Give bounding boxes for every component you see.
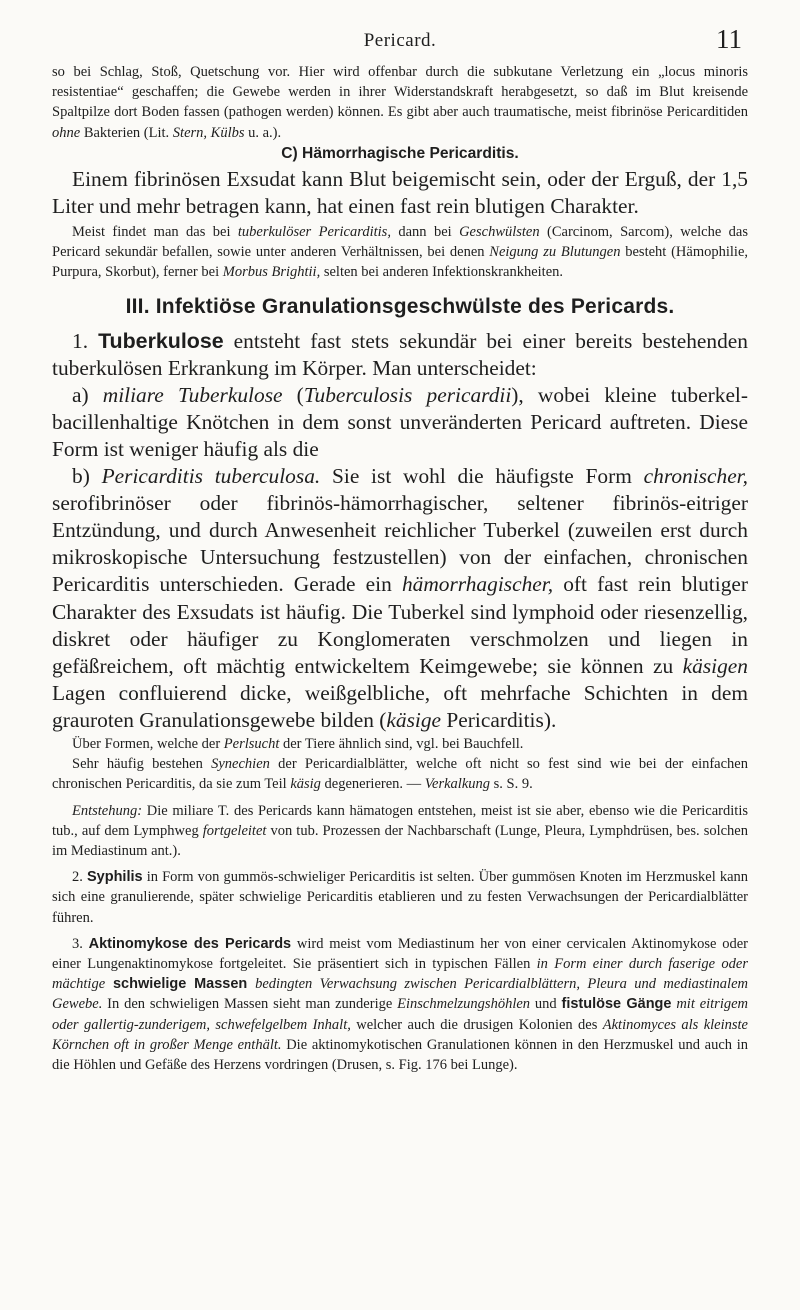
text-span: entsteht fast stets sekundär bei einer bereits bestehenden tuberkulösen Erkrankung im Körper. Man unterscheidet: <box>52 328 749 380</box>
emphasis: Entstehung: <box>72 802 143 819</box>
text-span: Meist findet man das bei <box>72 224 238 240</box>
paragraph-perlsucht <box>52 734 748 754</box>
paragraph-trauma <box>52 62 748 143</box>
text-span: Sehr häufig bestehen <box>72 756 212 773</box>
text-span: u. a.). <box>244 124 282 141</box>
text-span: 2. <box>72 869 87 886</box>
emphasis: fortgeleitet <box>202 822 267 839</box>
text-span: welcher auch die drusigen Kolonien des <box>350 1016 603 1033</box>
emphasis: Aktinomyces als kleinste Körnchen oft in großer Menge enthält. <box>52 1016 748 1053</box>
emphasis: miliare Tuberkulose <box>102 382 283 407</box>
text-span: ( <box>282 382 304 407</box>
text-span: Lagen confluierend dicke, weißgelbliche, oft mehrfache Schichten in dem grauroten Granulationsgewebe bilden ( <box>52 680 748 732</box>
emphasis: Stern, Külbs <box>172 124 245 141</box>
paragraph-tuberkulose <box>52 328 748 382</box>
text-span: Bakterien (Lit. <box>80 124 173 141</box>
text-span: wird meist vom Mediastinum her von einer cervicalen Aktinomykose oder einer Lungenaktinomykose fortgeleitet. Sie präsentiert sich in typischen Fällen <box>52 935 749 973</box>
emphasis: mit eitrigem oder gallertig-zunderigem, schwefelgelbem Inhalt, <box>52 996 749 1033</box>
text-span: von tub. Prozessen der Nachbarschaft (Lunge, Pleura, Lymphdrüsen, bes. solchen im Mediastinum ant.). <box>52 822 748 860</box>
text-span: Pericarditis). <box>441 707 557 732</box>
emphasis: Pericarditis tuberculosa. <box>101 464 321 489</box>
emphasis: hämorrhagischer, <box>401 572 554 597</box>
page-number: 11 <box>716 24 742 54</box>
emphasis: Morbus Brightii, <box>222 264 321 281</box>
text-span: oft fast rein blutiger Charakter des Exsudats ist häufig. Die Tuberkel sind lymphoid oder riesenzellig, diskret oder häufiger zu Konglomeraten verschmolzen und liegen in gefäßreichem, oft mächtig entwickeltem Keimgewebe; sie können zu <box>52 572 749 678</box>
emphasis: bedingten Verwachsung zwischen Pericardialblättern, Pleura und mediastinalem Gewebe. <box>52 976 748 1013</box>
text-span: und <box>530 996 562 1013</box>
bold-term: Syphilis <box>86 869 143 886</box>
running-head <box>52 24 748 62</box>
paragraph-exsudat: Einem fibrinösen Exsudat kann Blut beigemischt sein, oder der Erguß, der 1,5 Liter und mehr betragen kann, hat einen fast rein blutigen Charakter. <box>52 166 748 218</box>
text-span: ), wobei kleine tuberkel-bacillenhaltige Knötchen in dem sonst unveränderten Pericard auftreten. Diese Form ist weniger häufig als die <box>52 382 749 461</box>
emphasis: Neigung zu Blutungen <box>489 244 621 261</box>
emphasis: Verkalkung <box>424 776 491 793</box>
text-span: dann bei <box>390 224 460 240</box>
paragraph-synechien <box>52 754 748 794</box>
emphasis: Synechien <box>211 756 270 773</box>
text-span: besteht (Hämophilie, Purpura, Skorbut), ferner bei <box>52 244 749 281</box>
bold-term: Aktinomykose des Pericards <box>88 935 292 952</box>
paragraph-syphilis <box>52 867 748 928</box>
text-span: 3. <box>72 935 89 952</box>
emphasis: Tuberculosis pericardii <box>303 382 512 407</box>
text-span: Sie ist wohl die häufigste Form <box>320 464 644 489</box>
emphasis: in Form einer durch faserige oder mächtige <box>52 956 748 993</box>
text-span: b) <box>72 464 102 489</box>
text-span: in Form von gummös-schwieliger Pericarditis ist selten. Über gummösen Knoten im Herzmuskel kann sich eine granulierende, später schwielige Pericarditis etablieren und zu festen Verwachsungen der Pericardialblätter führen. <box>52 869 749 926</box>
text-span: der Tiere ähnlich sind, vgl. bei Bauchfell. <box>279 736 524 753</box>
emphasis: käsigen <box>682 653 748 678</box>
emphasis: ohne <box>52 124 81 141</box>
paragraph-entstehung <box>52 801 748 862</box>
text-span: s. S. 9. <box>490 776 533 793</box>
text-span: der Pericardialblätter, welche oft nicht so fest sind wie bei der einfachen chronischen Pericarditis, da sie zum Teil <box>52 756 748 793</box>
text-span: 1. <box>72 328 99 353</box>
bold-term: Tuberkulose <box>98 328 224 353</box>
emphasis: Einschmelzungshöhlen <box>397 996 531 1013</box>
paragraph-pericarditis-tuberculosa <box>52 463 748 734</box>
emphasis: Perlsucht <box>223 736 280 753</box>
emphasis: chronischer, <box>643 464 748 489</box>
text-span: so bei Schlag, Stoß, Quetschung vor. Hier wird offenbar durch die subkutane Verletzung ein „locus minoris resistentiae“ geschaffen; die Gewebe werden in ihrer Widerstandskraft herabgesetzt, so daß im Blut kreisende Spaltpilze dort Boden fassen (pathogen werden) können. Es gibt aber auch traumatische, meist fibrinöse Pericarditiden <box>52 64 748 121</box>
emphasis: tuberkulöser Pericarditis, <box>237 224 391 240</box>
text-span: Die miliare T. des Pericards kann hämatogen entstehen, meist ist sie aber, ebenso wie die Pericarditis tub., auf dem Lymphweg <box>52 802 748 839</box>
text-span: Die aktinomykotischen Granulationen können in den Herzmuskel und auch in die Höhlen und Gefäße des Herzens vordringen (Drusen, s. Fig. 176 bei Lunge). <box>52 1036 748 1074</box>
text-span: selten bei anderen Infektionskrankheiten. <box>320 264 564 281</box>
running-title: Pericard. <box>363 30 437 51</box>
emphasis: Geschwülsten <box>459 224 540 240</box>
text-span: a) <box>72 382 103 407</box>
bold-term: schwielige Massen <box>105 976 256 993</box>
emphasis: käsig <box>290 776 321 793</box>
text-span: (Carcinom, Sarcom), welche das Pericard sekundär befallen, sowie unter anderen Verhältnissen, bei denen <box>52 224 749 261</box>
bold-term: fistulöse Gänge <box>561 996 672 1013</box>
text-span: Über Formen, welche der <box>72 736 224 753</box>
emphasis: käsige <box>386 707 442 732</box>
text-span: degenerieren. — <box>320 776 425 793</box>
section-heading-iii: III. Infektiöse Granulationsgeschwülste des Pericards. <box>125 294 675 318</box>
section-heading-c: C) Hämorrhagische Pericarditis. <box>281 144 519 162</box>
paragraph-miliare <box>52 382 748 463</box>
paragraph-aktinomykose <box>52 934 748 1075</box>
text-span: In den schwieligen Massen sieht man zunderige <box>102 996 398 1013</box>
text-span: serofibrinöser oder fibrinös-hämorrhagischer, seltener fibrinös-eitriger Entzündung, und durch Anwesenheit reichlicher Tuberkel (zuweilen erst durch mikroskopische Untersuchung festzustellen) von der einfachen, chronischen Pericarditis unterschieden. Gerade ein <box>52 491 748 597</box>
paragraph-causes <box>52 222 748 283</box>
